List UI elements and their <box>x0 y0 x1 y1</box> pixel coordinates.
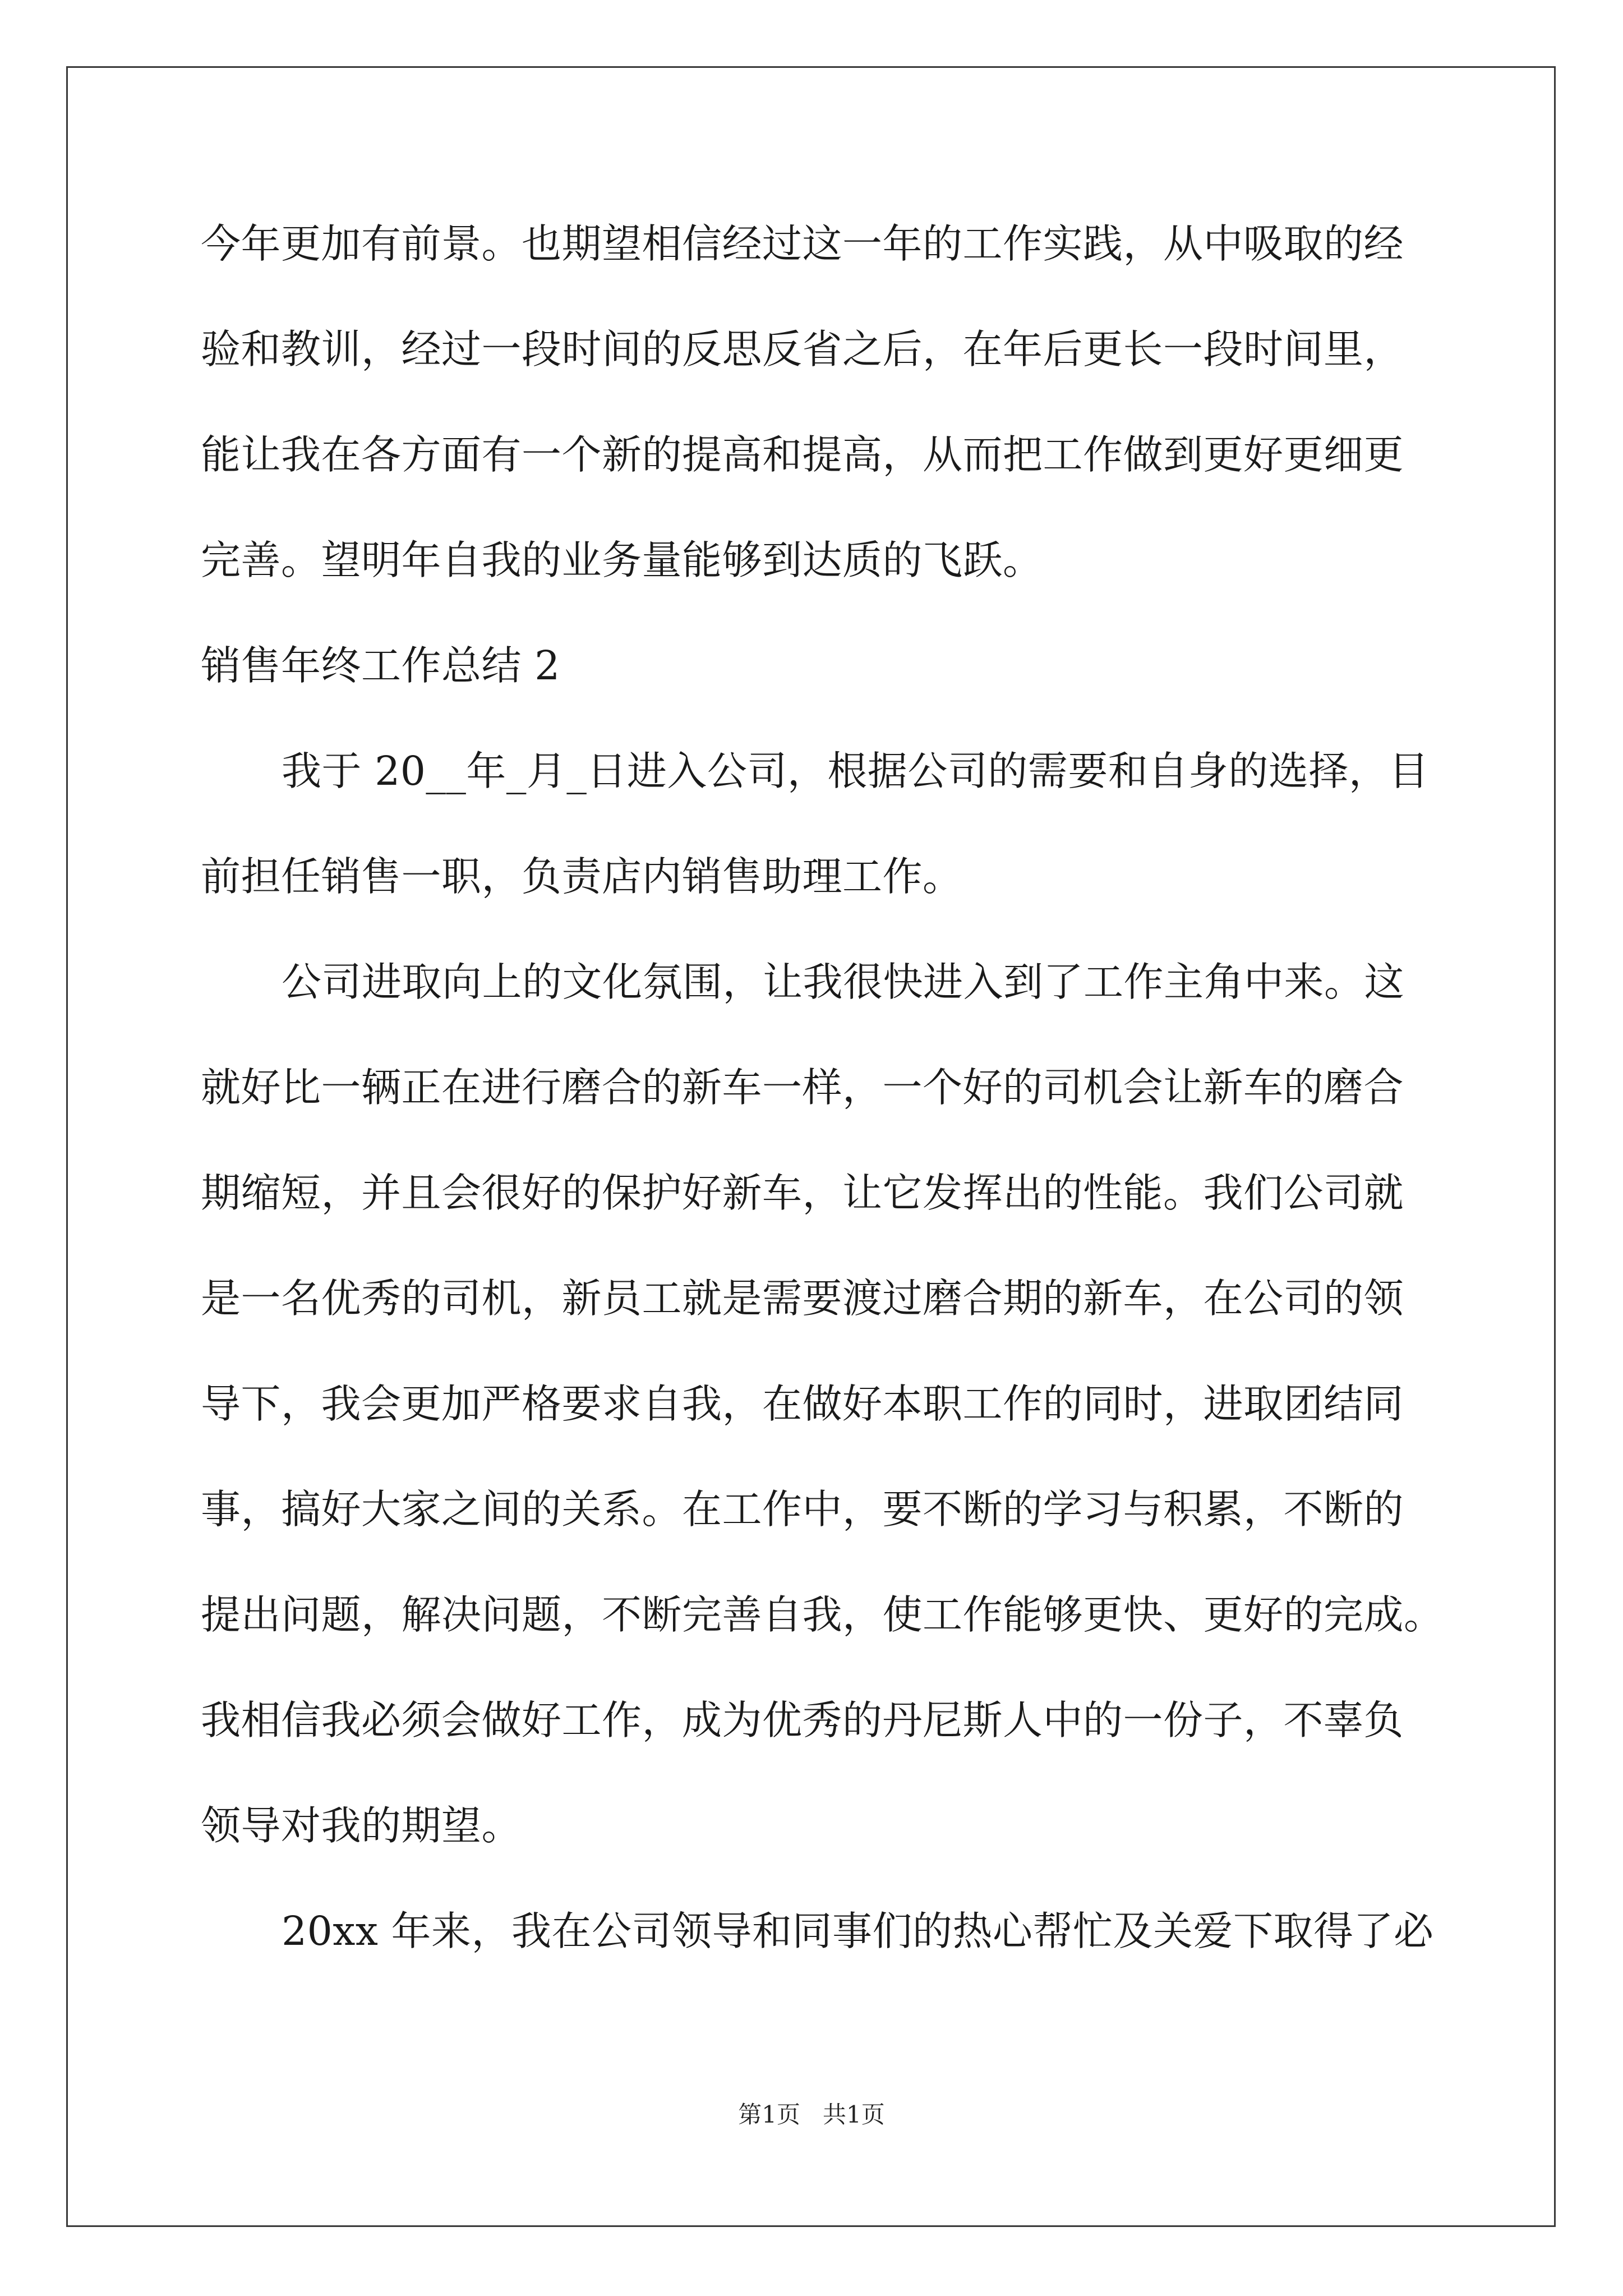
text-line: 能让我在各方面有一个新的提高和提高，从而把工作做到更好更细更 <box>201 431 1404 478</box>
section-heading: 销售年终工作总结 2 <box>201 642 560 689</box>
text-line: 验和教训，经过一段时间的反思反省之后，在年后更长一段时间里， <box>201 326 1404 372</box>
paragraph-line: 我相信我必须会做好工作，成为优秀的丹尼斯人中的一份子，不辜负 <box>201 1697 1404 1743</box>
paragraph-line: 20xx 年来，我在公司领导和同事们的热心帮忙及关爱下取得了必 <box>282 1908 1434 1954</box>
page-footer <box>0 2098 1623 2132</box>
paragraph-line: 事，搞好大家之间的关系。在工作中，要不断的学习与积累，不断的 <box>201 1486 1404 1533</box>
paragraph-line: 提出问题，解决问题，不断完善自我，使工作能够更快、更好的完成。 <box>201 1591 1444 1638</box>
paragraph-line: 就好比一辆正在进行磨合的新车一样，一个好的司机会让新车的磨合 <box>201 1064 1404 1111</box>
page-total: 共1页 <box>823 2101 885 2128</box>
paragraph-line: 是一名优秀的司机，新员工就是需要渡过磨合期的新车，在公司的领 <box>201 1275 1404 1322</box>
paragraph-line: 期缩短，并且会很好的保护好新车，让它发挥出的性能。我们公司就 <box>201 1170 1404 1216</box>
paragraph-line: 前担任销售一职，负责店内销售助理工作。 <box>201 853 963 900</box>
paragraph-line: 我于 20__年_月_日进入公司，根据公司的需要和自身的选择，目 <box>282 748 1429 794</box>
paragraph-line: 公司进取向上的文化氛围，让我很快进入到了工作主角中来。这 <box>282 959 1405 1005</box>
paragraph-line: 领导对我的期望。 <box>201 1802 522 1849</box>
text-line: 今年更加有前景。也期望相信经过这一年的工作实践，从中吸取的经 <box>201 220 1404 267</box>
text-line: 完善。望明年自我的业务量能够到达质的飞跃。 <box>201 537 1043 583</box>
page-number: 第1页 <box>738 2101 800 2128</box>
paragraph-line: 导下，我会更加严格要求自我，在做好本职工作的同时，进取团结同 <box>201 1381 1404 1427</box>
